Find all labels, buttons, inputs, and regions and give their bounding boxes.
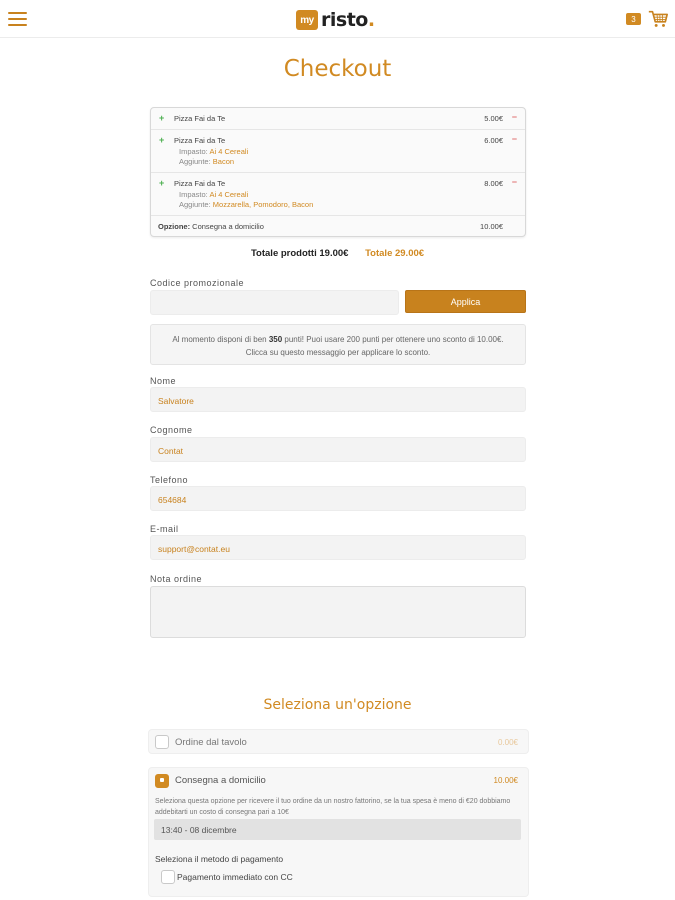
cart-option-label: Opzione: xyxy=(158,222,191,231)
detail-value: Ai 4 Cereali xyxy=(209,190,249,199)
remove-item-button[interactable]: − xyxy=(511,134,517,144)
apply-promo-button[interactable]: Applica xyxy=(405,290,526,313)
logo-word: risto xyxy=(321,9,368,31)
email-field[interactable]: support@contat.eu xyxy=(150,535,526,560)
loyalty-points-message[interactable] xyxy=(150,324,526,365)
logo-text xyxy=(321,9,375,31)
last-name-field[interactable]: Contat xyxy=(150,437,526,462)
cart-item-name: Pizza Fai da Te xyxy=(174,179,226,188)
home-delivery-price: 10.00€ xyxy=(493,776,518,785)
first-name-field[interactable]: Salvatore xyxy=(150,387,526,412)
products-total: Totale prodotti 19.00€ xyxy=(250,248,349,259)
table-order-checkbox[interactable] xyxy=(155,735,169,749)
cart-option xyxy=(158,222,264,231)
points-text: punti! Puoi usare 200 punti per ottenere uno sconto di 10.00€. Clicca su questo messaggio per applicare lo sconto. xyxy=(245,335,504,357)
home-delivery-label: Consegna a domicilio xyxy=(175,775,266,786)
detail-value: Mozzarella, Pomodoro, Bacon xyxy=(212,200,314,209)
hamburger-menu-icon[interactable] xyxy=(8,12,27,26)
cart-item-name: Pizza Fai da Te xyxy=(174,114,226,123)
option-table-order[interactable] xyxy=(148,729,529,754)
cart-item-detail xyxy=(179,157,234,166)
cart-item-name: Pizza Fai da Te xyxy=(174,136,226,145)
shopping-cart-icon[interactable] xyxy=(647,8,669,30)
promo-code-label: Codice promozionale xyxy=(150,278,245,288)
first-name-label: Nome xyxy=(150,376,177,386)
email-label: E-mail xyxy=(150,524,179,534)
pay-now-checkbox[interactable] xyxy=(161,870,175,884)
top-navigation-bar xyxy=(0,0,675,38)
order-note-field[interactable] xyxy=(150,586,526,638)
detail-label: Aggiunte: xyxy=(179,200,213,209)
points-count: 350 xyxy=(268,335,283,344)
remove-item-button[interactable]: − xyxy=(511,177,517,187)
cart-summary xyxy=(150,107,526,237)
home-delivery-description: Seleziona questa opzione per ricevere il tuo ordine da un nostro fattorino, se la tua spesa è meno di €20 dobbiamo addebitarti un costo di consegna pari a 10€ xyxy=(155,798,511,816)
cart-option-value: Consegna a domicilio xyxy=(190,222,264,231)
grand-total: Totale 29.00€ xyxy=(365,248,425,259)
option-home-delivery[interactable] xyxy=(148,767,529,897)
last-name-label: Cognome xyxy=(150,425,193,435)
pay-now-label: Pagamento immediato con CC xyxy=(177,872,293,882)
detail-value: Bacon xyxy=(212,157,235,166)
detail-label: Aggiunte: xyxy=(179,157,213,166)
options-title: Seleziona un'opzione xyxy=(263,697,412,713)
cart-item-detail xyxy=(179,190,248,199)
cart-item xyxy=(151,173,525,216)
delivery-time-select[interactable]: 13:40 - 08 dicembre xyxy=(154,819,521,840)
detail-value: Ai 4 Cereali xyxy=(209,147,249,156)
promo-code-input[interactable] xyxy=(150,290,399,315)
payment-method-title: Seleziona il metodo di pagamento xyxy=(155,854,284,864)
table-order-label: Ordine dal tavolo xyxy=(175,737,247,748)
cart-count-badge: 3 xyxy=(626,13,641,25)
add-item-button[interactable]: + xyxy=(159,178,165,188)
detail-label: Impasto: xyxy=(179,190,210,199)
page-title: Checkout xyxy=(283,56,392,82)
cart-item-detail xyxy=(179,147,248,156)
add-item-button[interactable]: + xyxy=(159,135,165,145)
add-item-button[interactable]: + xyxy=(159,113,165,123)
table-order-price: 0.00€ xyxy=(497,738,518,747)
cart-option-price: 10.00€ xyxy=(480,222,503,231)
order-note-label: Nota ordine xyxy=(150,574,203,584)
cart-item-price: 6.00€ xyxy=(484,136,503,145)
home-delivery-checkbox[interactable] xyxy=(155,774,169,788)
cart-item xyxy=(151,130,525,173)
cart-item xyxy=(151,108,525,130)
logo[interactable] xyxy=(296,9,375,31)
remove-item-button[interactable]: − xyxy=(511,112,517,122)
cart-item-price: 8.00€ xyxy=(484,179,503,188)
points-text: Al momento disponi di ben xyxy=(172,335,269,344)
detail-label: Impasto: xyxy=(179,147,210,156)
cart-item-price: 5.00€ xyxy=(484,114,503,123)
phone-field[interactable]: 654684 xyxy=(150,486,526,511)
phone-label: Telefono xyxy=(150,475,189,485)
cart-item-detail xyxy=(179,200,313,209)
logo-badge: my xyxy=(296,10,318,30)
order-totals xyxy=(0,248,675,259)
logo-dot: . xyxy=(367,9,375,31)
